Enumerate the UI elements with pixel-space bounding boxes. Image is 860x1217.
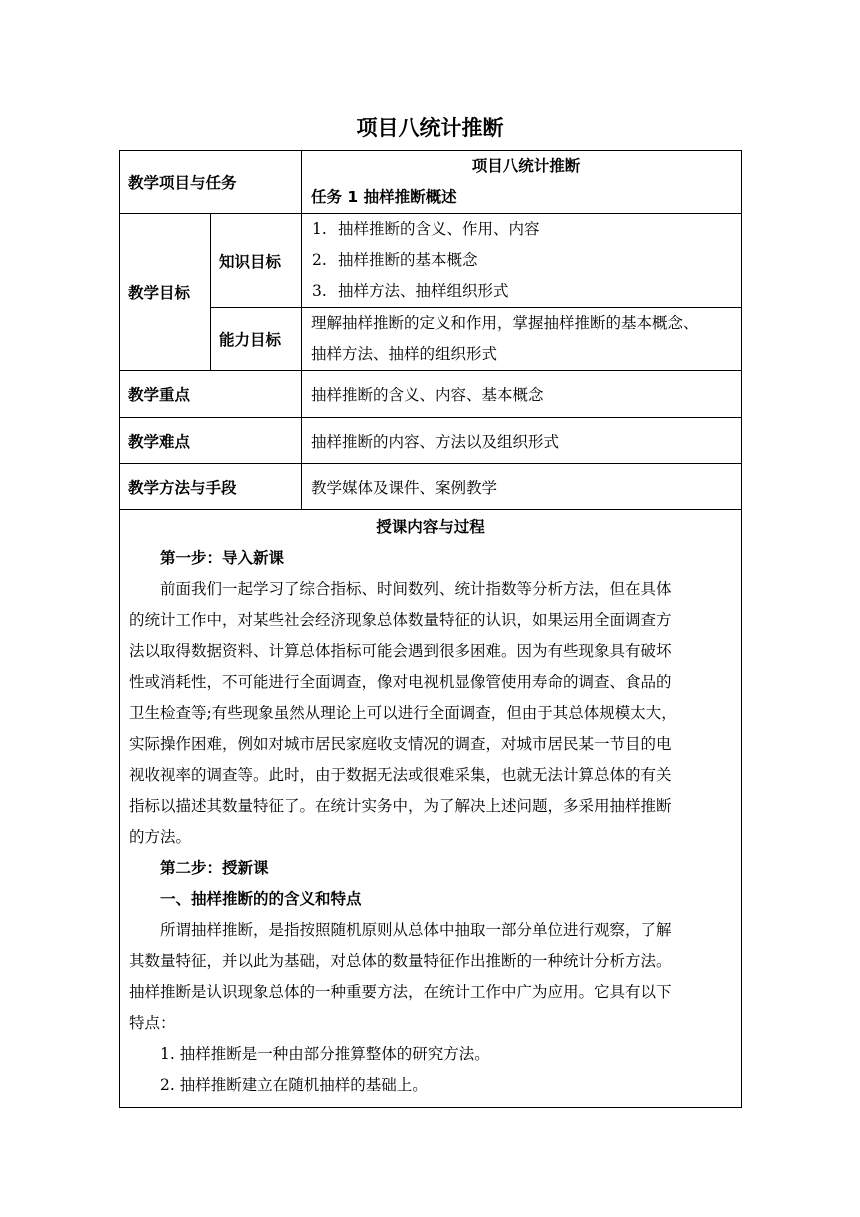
goals-label: 教学目标 (120, 214, 211, 371)
difficulty-row (120, 418, 742, 464)
method-value: 教学媒体及课件、案例教学 (302, 464, 742, 510)
list-item: 1. 抽样推断的含义、作用、内容 (312, 220, 540, 238)
key-row (120, 371, 742, 418)
lesson-content (120, 510, 742, 1108)
step-2-heading: 第二步：授新课 (160, 859, 269, 877)
difficulty-value: 抽样推断的内容、方法以及组织形式 (302, 418, 742, 464)
project-row (120, 151, 742, 214)
step-1-heading: 第一步：导入新课 (160, 549, 285, 567)
document-title: 项目八统计推断 (356, 116, 504, 140)
ability-row (120, 308, 742, 371)
section-1-heading: 一、抽样推断的的含义和特点 (160, 890, 362, 908)
section-title: 授课内容与过程 (376, 518, 485, 536)
lesson-plan-table (119, 150, 742, 1108)
method-label: 教学方法与手段 (120, 464, 302, 510)
knowledge-list (302, 214, 742, 308)
feature-point-2: 2. 抽样推断建立在随机抽样的基础上。 (160, 1076, 428, 1094)
intro-paragraph: 前面我们一起学习了综合指标、时间数列、统计指数等分析方法，但在具体 的统计工作中，对某些社会经济现象总体数量特征的认识，如果运用全面调查方 法以取得数据资料、计算总体指标可能会遇到很多困难。因为有些现象具有破坏 性或消耗性，不可能进行全面调查，像对电视机显像管使用寿命的调查、食品的 卫生检查等;有些现象虽然从理论上可以进行全面调查，但由于其总体规模太大， 实际操作困难，例如对城市居民家庭收支情况的调查，对城市居民某一节目的电 视收视率的调查等。此时，由于数据无法或很难采集，也就无法计算总体的有关 指标以描述其数量特征了。在统计实务中，为了解决上述问题，多采用抽样推断 的方法。 (129, 580, 677, 846)
list-item: 2. 抽样推断的基本概念 (312, 251, 478, 269)
key-label: 教学重点 (120, 371, 302, 418)
project-name: 项目八统计推断 (471, 157, 581, 175)
ability-text: 理解抽样推断的定义和作用，掌握抽样推断的基本概念、 抽样方法、抽样的组织形式 (302, 308, 742, 371)
key-value: 抽样推断的含义、内容、基本概念 (302, 371, 742, 418)
project-cell (302, 151, 742, 214)
knowledge-row (120, 214, 742, 308)
difficulty-label: 教学难点 (120, 418, 302, 464)
definition-paragraph: 所谓抽样推断，是指按照随机原则从总体中抽取一部分单位进行观察，了解 其数量特征，并以此为基础，对总体的数量特征作出推断的一种统计分析方法。 抽样推断是认识现象总体的一种重要方法，在统计工作中广为应用。它具有以下 特点： (129, 921, 672, 1032)
method-row (120, 464, 742, 510)
content-row (120, 510, 742, 1108)
feature-point-1: 1. 抽样推断是一种由部分推算整体的研究方法。 (160, 1045, 490, 1063)
project-label: 教学项目与任务 (120, 151, 302, 214)
list-item: 3. 抽样方法、抽样组织形式 (312, 282, 509, 300)
task-name: 任务 1 抽样推断概述 (311, 188, 457, 206)
ability-label: 能力目标 (211, 308, 302, 371)
knowledge-label: 知识目标 (211, 214, 302, 308)
